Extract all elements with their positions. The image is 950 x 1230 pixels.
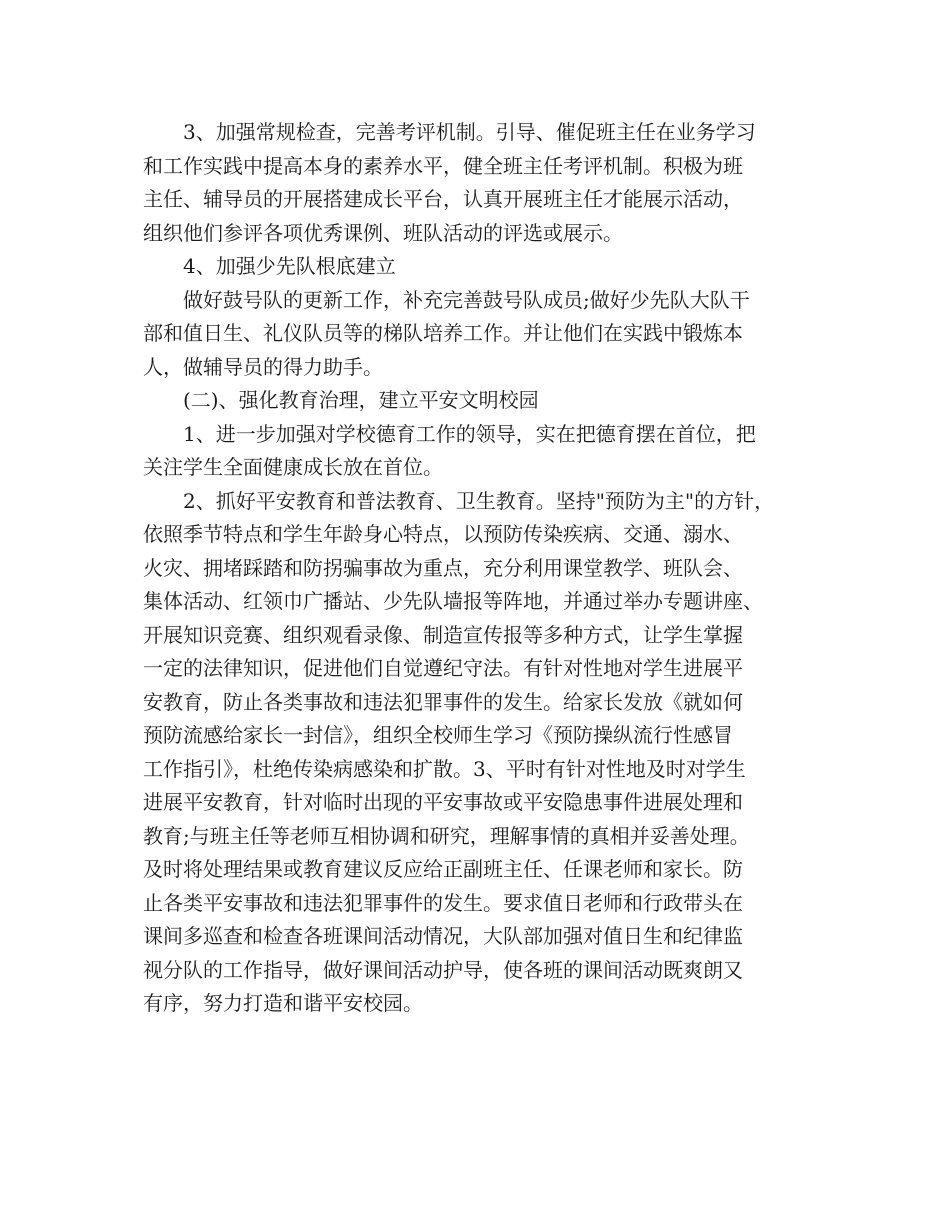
document-body <box>143 116 823 1021</box>
text-line: 1、进一步加强对学校德育工作的领导，实在把德育摆在首位，把 <box>183 421 756 446</box>
text-line: 3、加强常规检查，完善考评机制。引导、催促班主任在业务学习 <box>183 120 756 144</box>
text-line: 预防流感给家长一封信》，组织全校师生学习《预防操纵流行性感冒 <box>143 723 733 747</box>
text-line: 安教育，防止各类事故和违法犯罪事件的发生。给家长发放《就如何 <box>143 689 743 714</box>
text-line: 一定的法律知识，促进他们自觉遵纪守法。有针对性地对学生进展平 <box>143 656 743 680</box>
text-line: 主任、辅导员的开展搭建成长平台，认真开展班主任才能展示活动， <box>143 187 743 211</box>
text-line: 4、加强少先队根底建立 <box>183 254 396 278</box>
text-line: (二)、强化教育治理，建立平安文明校园 <box>183 388 539 412</box>
text-line: 教育;与班主任等老师互相协调和研究，理解事情的真相并妥善处理。 <box>143 823 750 848</box>
text-line: 及时将处理结果或教育建议反应给正副班主任、任课老师和家长。防 <box>143 857 743 881</box>
text-line: 集体活动、红领巾广播站、少先队墙报等阵地，并通过举办专题讲座、 <box>143 589 763 613</box>
text-line: 和工作实践中提高本身的素养水平，健全班主任考评机制。积极为班 <box>143 153 743 178</box>
text-line: 依照季节特点和学生年龄身心特点，以预防传染疾病、交通、溺水、 <box>143 522 743 546</box>
text-line: 进展平安教育，针对临时出现的平安事故或平安隐患事件进展处理和 <box>143 790 743 814</box>
text-line: 2、抓好平安教育和普法教育、卫生教育。坚持"预防为主"的方针， <box>183 488 775 513</box>
text-line: 做好鼓号队的更新工作，补充完善鼓号队成员;做好少先队大队干 <box>183 287 750 312</box>
text-line: 止各类平安事故和违法犯罪事件的发生。要求值日老师和行政带头在 <box>143 890 743 915</box>
text-line: 人，做辅导员的得力助手。 <box>143 354 383 379</box>
text-line: 有序，努力打造和谐平安校园。 <box>143 991 423 1015</box>
text-line: 课间多巡查和检查各班课间活动情况，大队部加强对值日生和纪律监 <box>143 924 743 948</box>
text-line: 关注学生全面健康成长放在首位。 <box>143 455 443 479</box>
text-line: 部和值日生、礼仪队员等的梯队培养工作。并让他们在实践中锻炼本 <box>143 321 743 345</box>
text-line: 火灾、拥堵踩踏和防拐骗事故为重点，充分利用课堂教学、班队会、 <box>143 555 743 580</box>
text-line: 工作指引》，杜绝传染病感染和扩散。3、平时有针对性地及时对学生 <box>143 756 746 781</box>
text-line: 组织他们参评各项优秀课例、班队活动的评选或展示。 <box>143 220 623 245</box>
text-line: 开展知识竞赛、组织观看录像、制造宣传报等多种方式，让学生掌握 <box>143 622 743 647</box>
text-line: 视分队的工作指导，做好课间活动护导，使各班的课间活动既爽朗又 <box>143 957 743 982</box>
